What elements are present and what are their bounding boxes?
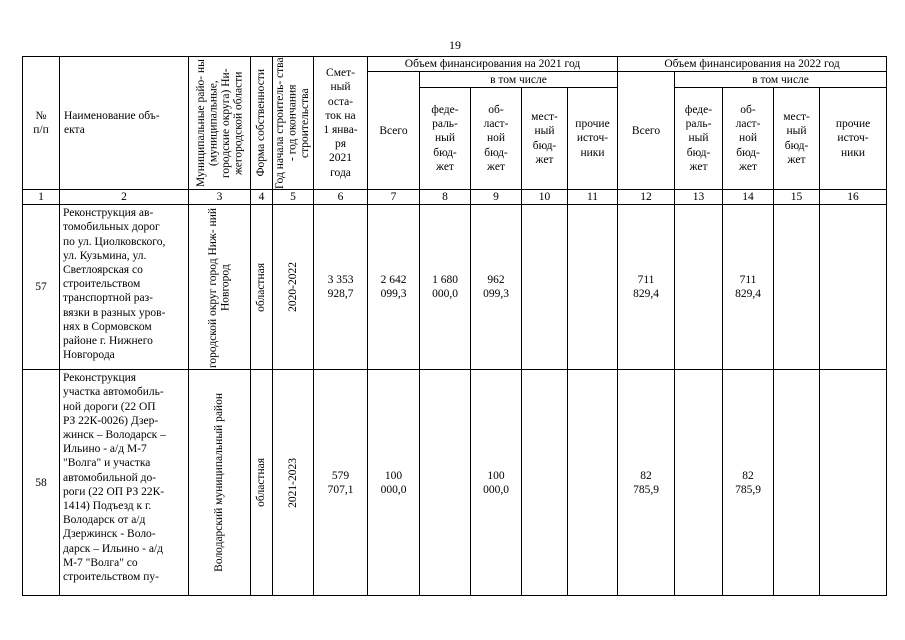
column-number: 7 <box>368 190 420 205</box>
header-including-2021: в том числе <box>420 72 618 88</box>
district-cell <box>189 205 251 370</box>
column-number: 16 <box>820 190 887 205</box>
years-cell <box>273 370 314 596</box>
header-other-2022: прочие источ- ники <box>820 88 887 190</box>
total-2022: 82 785,9 <box>618 370 675 596</box>
total-2021: 2 642 099,3 <box>368 205 420 370</box>
federal-2021: 1 680 000,0 <box>420 205 471 370</box>
header-years: Год начала строитель- ства - год окончания строительства <box>274 57 312 189</box>
header-estimate: Смет- ный оста- ток на 1 янва- ря 2021 года <box>314 57 368 190</box>
ownership: областная <box>255 262 268 312</box>
row-num: 57 <box>23 205 60 370</box>
ownership: областная <box>255 458 268 508</box>
regional-2022: 711 829,4 <box>723 205 774 370</box>
other-2021 <box>568 205 618 370</box>
years: 2020-2022 <box>286 262 299 313</box>
local-2021 <box>522 205 568 370</box>
district: городской округ город Ниж- ний Новгород <box>207 207 232 368</box>
ownership-cell <box>251 205 273 370</box>
header-federal-2021: феде- раль- ный бюд- жет <box>420 88 471 190</box>
table-row <box>23 370 887 596</box>
column-number: 12 <box>618 190 675 205</box>
header-total-2022: Всего <box>618 72 675 190</box>
local-2021 <box>522 370 568 596</box>
column-number: 4 <box>251 190 273 205</box>
years: 2021-2023 <box>286 457 299 508</box>
years-cell <box>273 205 314 370</box>
estimate: 579 707,1 <box>314 370 368 596</box>
object-name: Реконструкция участка автомобиль- ной дороги (22 ОП РЗ 22К-0026) Дзер- жинск – Володарск – Ильино - а/д М-7 "Волга" и участка автомобильной до- роги (22 ОП РЗ 22К- 1414) Подъезд к г. Володарск от а/д Дзержинск - Воло- дарск – Ильино - а/д М-7 "Волга" со строительством пу- <box>60 370 189 596</box>
district: Володарский муниципальный район <box>213 393 226 573</box>
federal-2022 <box>675 205 723 370</box>
table-row <box>23 205 887 370</box>
column-number: 1 <box>23 190 60 205</box>
header-federal-2022: феде- раль- ный бюд- жет <box>675 88 723 190</box>
header-local-2022: мест- ный бюд- жет <box>774 88 820 190</box>
object-name: Реконструкция ав- томобильных дорог по ул. Циолковского, ул. Кузьмина, ул. Светлоярская со строительством транспортной раз- вязки в разных уров- нях в Сормовском районе г. Нижнего Новгорода <box>60 205 189 370</box>
header-other-2021: прочие источ- ники <box>568 88 618 190</box>
estimate: 3 353 928,7 <box>314 205 368 370</box>
header-years-cell <box>273 57 314 190</box>
header-fin-2021: Объем финансирования на 2021 год <box>368 57 618 72</box>
financing-table <box>22 56 887 596</box>
column-number: 8 <box>420 190 471 205</box>
regional-2022: 82 785,9 <box>723 370 774 596</box>
row-num: 58 <box>23 370 60 596</box>
column-number: 3 <box>189 190 251 205</box>
header-ownership: Форма собственности <box>255 69 268 177</box>
header-total-2021: Всего <box>368 72 420 190</box>
header-district: Муниципальные райо- ны (муниципальные, городские округа) Ни- жегородской области <box>194 59 244 187</box>
column-number: 9 <box>471 190 522 205</box>
column-number: 15 <box>774 190 820 205</box>
column-number: 11 <box>568 190 618 205</box>
regional-2021: 100 000,0 <box>471 370 522 596</box>
header-ownership-cell <box>251 57 273 190</box>
column-number: 14 <box>723 190 774 205</box>
federal-2021 <box>420 370 471 596</box>
header-regional-2022: об- ласт- ной бюд- жет <box>723 88 774 190</box>
column-number: 10 <box>522 190 568 205</box>
total-2022: 711 829,4 <box>618 205 675 370</box>
header-fin-2022: Объем финансирования на 2022 год <box>618 57 887 72</box>
district-cell <box>189 370 251 596</box>
ownership-cell <box>251 370 273 596</box>
header-name: Наименование объ- екта <box>60 57 189 190</box>
federal-2022 <box>675 370 723 596</box>
header-regional-2021: об- ласт- ной бюд- жет <box>471 88 522 190</box>
page-number: 19 <box>449 38 461 52</box>
local-2022 <box>774 205 820 370</box>
header-including-2022: в том числе <box>675 72 887 88</box>
column-number-row <box>23 190 887 205</box>
header-num: № п/п <box>23 57 60 190</box>
total-2021: 100 000,0 <box>368 370 420 596</box>
other-2021 <box>568 370 618 596</box>
column-number: 2 <box>60 190 189 205</box>
header-row-1 <box>23 57 887 72</box>
other-2022 <box>820 205 887 370</box>
header-local-2021: мест- ный бюд- жет <box>522 88 568 190</box>
header-district-cell <box>189 57 251 190</box>
local-2022 <box>774 370 820 596</box>
column-number: 5 <box>273 190 314 205</box>
regional-2021: 962 099,3 <box>471 205 522 370</box>
column-number: 6 <box>314 190 368 205</box>
column-number: 13 <box>675 190 723 205</box>
other-2022 <box>820 370 887 596</box>
